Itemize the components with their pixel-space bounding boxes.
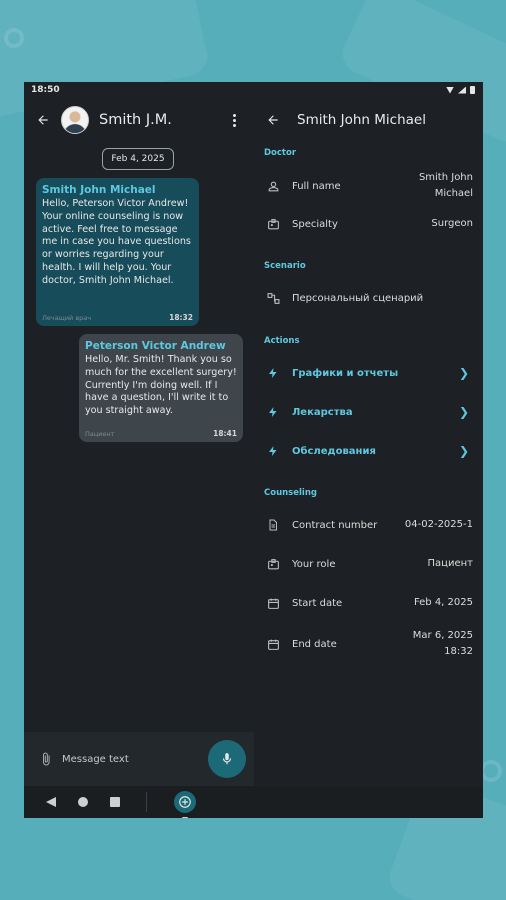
section-actions: Actions (264, 336, 300, 346)
action-medications[interactable] (254, 394, 483, 430)
message-text: Hello, Peterson Victor Andrew! Your online counseling is now active. Feel free to message me in case you have questions or worries regarding your health. I will help you. Your doctor, Smith John Michael. (42, 198, 191, 286)
row-specialty (254, 206, 483, 242)
message-text: Hello, Mr. Smith! Thank you so much for the excellent surgery! Currently I'm doing well. If I have a question, I'll write it to you straight away. (85, 354, 237, 417)
chevron-right-icon: ❯ (458, 405, 469, 419)
message-time: 18:32 (169, 313, 193, 322)
role-label: Your role (292, 558, 336, 570)
action-label: Обследования (292, 445, 376, 457)
start-date-value: Feb 4, 2025 (413, 597, 473, 608)
chat-header (24, 98, 254, 142)
chevron-right-icon: ❯ (458, 444, 469, 458)
message-sender: Smith John Michael (42, 184, 156, 196)
details-pane (254, 98, 483, 786)
specialty-value: Surgeon (431, 218, 473, 229)
row-scenario[interactable] (254, 280, 483, 316)
chevron-right-icon: ❯ (458, 366, 469, 380)
chat-title: Smith J.M. (99, 112, 172, 128)
nav-divider (146, 792, 147, 812)
calendar-icon (267, 638, 280, 651)
background-ring (480, 760, 502, 782)
avatar[interactable] (61, 106, 89, 134)
section-counseling: Counseling (264, 488, 317, 498)
attach-button[interactable] (34, 747, 58, 771)
details-back-button[interactable] (259, 106, 287, 134)
end-date-value: Mar 6, 2025 18:32 (412, 630, 473, 657)
date-chip: Feb 4, 2025 (102, 148, 174, 170)
device-screen (24, 82, 483, 818)
nav-home-icon[interactable] (78, 797, 88, 807)
flow-icon (267, 292, 280, 305)
app-shortcut-icon[interactable] (174, 791, 196, 813)
message-outgoing[interactable] (79, 334, 243, 442)
arrow-left-icon (266, 113, 280, 127)
badge-icon (267, 558, 280, 571)
action-examinations[interactable] (254, 433, 483, 469)
details-title: Smith John Michael (297, 112, 426, 128)
arrow-left-icon (36, 113, 50, 127)
section-doctor: Doctor (264, 148, 297, 158)
scenario-value: Персональный сценарий (292, 292, 424, 304)
message-composer (24, 732, 254, 786)
message-role: Лечащий врач (42, 313, 92, 322)
nav-back-icon[interactable] (46, 797, 56, 807)
nav-recents-icon[interactable] (110, 797, 120, 807)
wifi-icon (446, 87, 454, 94)
signal-icon (458, 87, 466, 94)
bolt-icon (267, 444, 279, 458)
full-name-label: Full name (292, 180, 341, 192)
row-start-date (254, 585, 483, 621)
row-full-name (254, 166, 483, 206)
plus-circle-icon (178, 795, 192, 809)
action-label: Лекарства (292, 406, 353, 418)
person-icon (267, 180, 280, 193)
row-contract-number (254, 507, 483, 543)
full-name-value: Smith John Michael (418, 172, 473, 199)
paperclip-icon (39, 752, 53, 766)
contract-value: 04-02-2025-1 (404, 519, 473, 530)
badge-icon (267, 218, 280, 231)
bolt-icon (267, 366, 279, 380)
document-icon (267, 518, 279, 532)
end-date-label: End date (292, 638, 337, 650)
action-label: Графики и отчеты (292, 367, 399, 379)
start-date-label: Start date (292, 597, 343, 609)
battery-icon (470, 86, 475, 94)
row-your-role (254, 546, 483, 582)
message-role: Пациент (85, 429, 115, 438)
contract-label: Contract number (292, 519, 378, 531)
row-end-date (254, 624, 483, 664)
bolt-icon (267, 405, 279, 419)
status-time: 18:50 (31, 85, 60, 95)
section-scenario: Scenario (264, 261, 306, 271)
message-sender: Peterson Victor Andrew (85, 340, 226, 352)
mic-button[interactable] (208, 740, 246, 778)
action-charts-reports[interactable] (254, 355, 483, 391)
status-bar (24, 82, 483, 98)
message-time: 18:41 (213, 429, 237, 438)
message-incoming[interactable] (36, 178, 199, 326)
specialty-label: Specialty (292, 218, 338, 230)
more-vert-icon (233, 114, 236, 117)
chat-pane (24, 98, 254, 786)
calendar-icon (267, 597, 280, 610)
role-value: Пациент (427, 558, 473, 569)
message-input[interactable] (62, 754, 192, 765)
microphone-icon (220, 752, 234, 766)
chat-back-button[interactable] (29, 106, 57, 134)
system-nav-bar (24, 786, 483, 818)
more-menu-button[interactable] (224, 106, 244, 134)
details-header (254, 98, 483, 142)
background-ring (4, 28, 24, 48)
